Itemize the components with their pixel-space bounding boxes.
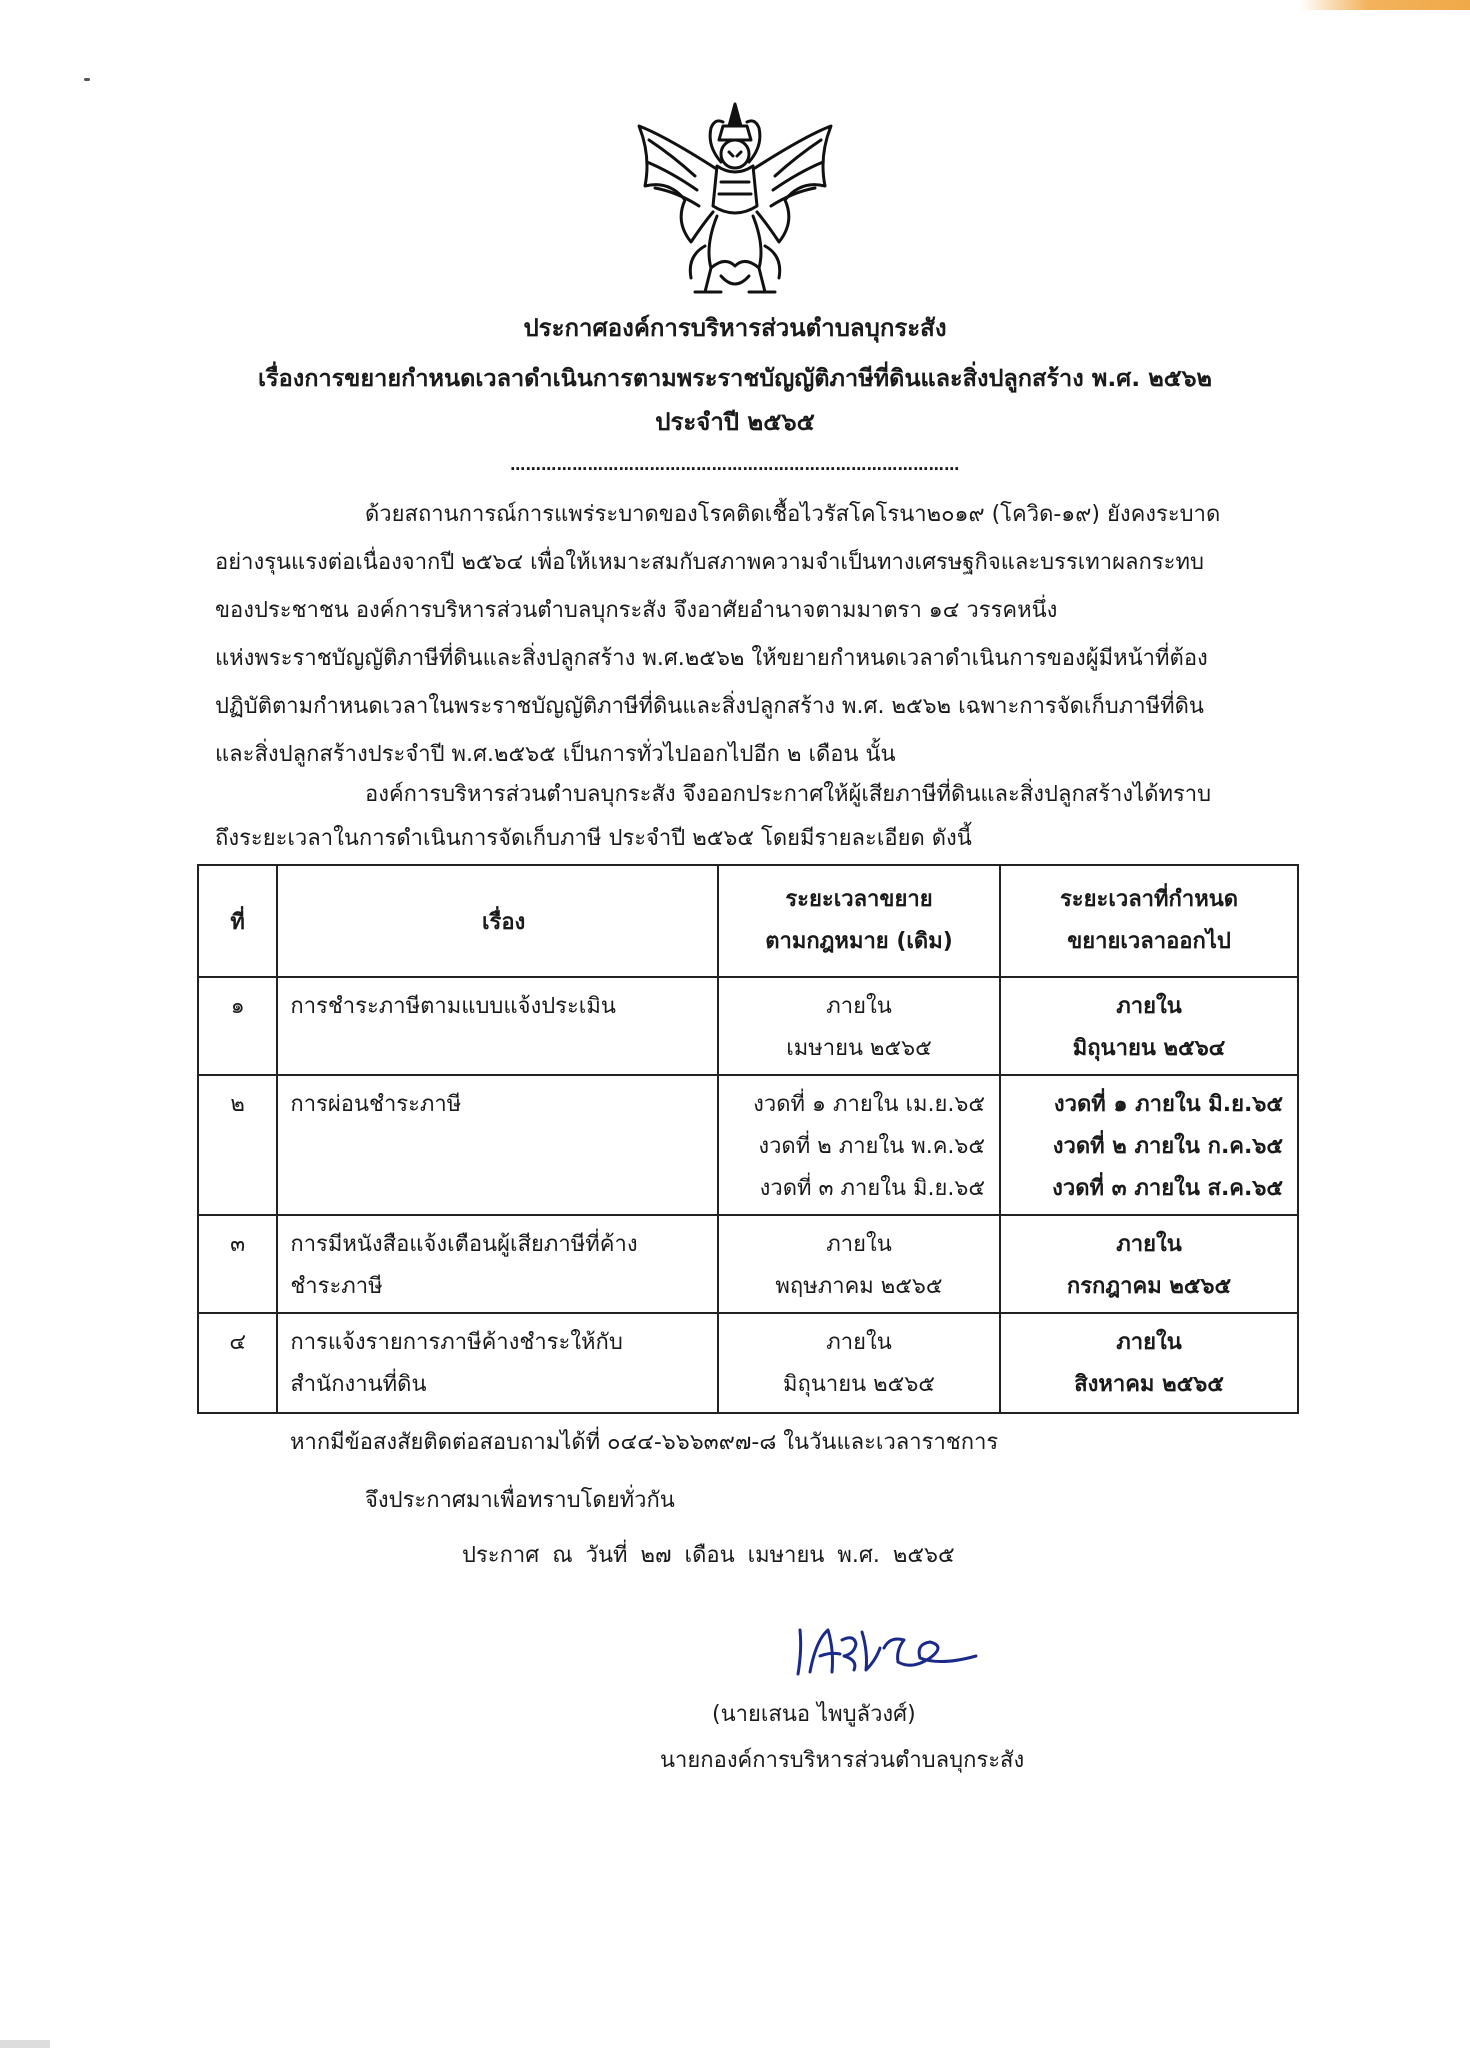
scan-edge-mark <box>0 2040 50 2048</box>
document-title-line-1: ประกาศองค์การบริหารส่วนตำบลบุกระสัง <box>523 314 947 342</box>
scan-edge-strip <box>1300 0 1470 10</box>
table-header-row <box>198 865 1298 977</box>
header-old-period <box>718 865 1000 977</box>
row-new-period: ภายใน สิงหาคม ๒๕๖๕ <box>1000 1313 1298 1413</box>
row-no: ๒ <box>198 1075 277 1215</box>
row-new-period: งวดที่ ๑ ภายใน มิ.ย.๖๕ งวดที่ ๒ ภายใน ก.ค.๖๕ งวดที่ ๓ ภายใน ส.ค.๖๕ <box>1000 1075 1298 1215</box>
body-line: องค์การบริหารส่วนตำบลบุกระสัง จึงออกประกาศให้ผู้เสียภาษีที่ดินและสิ่งปลูกสร้างได้ทราบ <box>365 782 1212 807</box>
header-old-line: ระยะเวลาขยาย <box>785 887 933 912</box>
row-old-period: ภายใน พฤษภาคม ๒๕๖๕ <box>718 1215 1000 1313</box>
row-new-period: ภายใน กรกฎาคม ๒๕๖๕ <box>1000 1215 1298 1313</box>
table-row <box>198 1313 1298 1413</box>
table-row <box>198 1215 1298 1313</box>
header-new-period <box>1000 865 1298 977</box>
body-line: ด้วยสถานการณ์การแพร่ระบาดของโรคติดเชื้อไวรัสโคโรนา๒๐๑๙ (โควิด-๑๙) ยังคงระบาด <box>365 502 1221 527</box>
row-no: ๓ <box>198 1215 277 1313</box>
contact-line: หากมีข้อสงสัยติดต่อสอบถามได้ที่ ๐๔๔-๖๖๖๓๙๗-๘ ในวันและเวลาราชการ <box>290 1430 999 1455</box>
body-line: อย่างรุนแรงต่อเนื่องจากปี ๒๕๖๔ เพื่อให้เหมาะสมกับสภาพความจำเป็นทางเศรษฐกิจและบรรเทาผลกระทบ <box>215 550 1204 575</box>
document-title-line-2: เรื่องการขยายกำหนดเวลาดำเนินการตามพระราชบัญญัติภาษีที่ดินและสิ่งปลูกสร้าง พ.ศ. ๒๕๖๒ <box>258 364 1212 392</box>
title-separator: …………………………………………………………………………… <box>510 456 960 474</box>
row-no: ๑ <box>198 977 277 1075</box>
announce-line: จึงประกาศมาเพื่อทราบโดยทั่วกัน <box>365 1488 675 1513</box>
announcement-date: ประกาศ ณ วันที่ ๒๗ เดือน เมษายน พ.ศ. ๒๕๖๕ <box>462 1543 955 1568</box>
header-old-line: ตามกฎหมาย (เดิม) <box>765 929 953 954</box>
signer-name: (นายเสนอ ไพบูลัวงศ์) <box>712 1702 916 1727</box>
garuda-emblem-icon <box>625 96 845 306</box>
header-no: ที่ <box>198 865 277 977</box>
document-title-line-3: ประจำปี ๒๕๖๕ <box>655 408 815 436</box>
row-topic: การชำระภาษีตามแบบแจ้งประเมิน <box>277 977 718 1075</box>
body-line: ถึงระยะเวลาในการดำเนินการจัดเก็บภาษี ประจำปี ๒๕๖๕ โดยมีรายละเอียด ดังนี้ <box>215 826 972 851</box>
body-line: ของประชาชน องค์การบริหารส่วนตำบลบุกระสัง จึงอาศัยอำนาจตามมาตรา ๑๔ วรรคหนึ่ง <box>215 598 1058 623</box>
row-new-period: ภายใน มิถุนายน ๒๕๖๔ <box>1000 977 1298 1075</box>
signer-position: นายกองค์การบริหารส่วนตำบลบุกระสัง <box>660 1748 1025 1773</box>
row-topic: การแจ้งรายการภาษีค้างชำระให้กับ สำนักงานที่ดิน <box>277 1313 718 1413</box>
row-old-period: ภายใน มิถุนายน ๒๕๖๕ <box>718 1313 1000 1413</box>
row-no: ๔ <box>198 1313 277 1413</box>
row-old-period: งวดที่ ๑ ภายใน เม.ย.๖๕ งวดที่ ๒ ภายใน พ.ค.๖๕ งวดที่ ๓ ภายใน มิ.ย.๖๕ <box>718 1075 1000 1215</box>
body-line: แห่งพระราชบัญญัติภาษีที่ดินและสิ่งปลูกสร้าง พ.ศ.๒๕๖๒ ให้ขยายกำหนดเวลาดำเนินการของผู้มีหน้าที่ต้อง <box>215 646 1208 671</box>
body-line: และสิ่งปลูกสร้างประจำปี พ.ศ.๒๕๖๕ เป็นการทั่วไปออกไปอีก ๒ เดือน นั้น <box>215 742 896 767</box>
row-topic: การผ่อนชำระภาษี <box>277 1075 718 1215</box>
row-topic: การมีหนังสือแจ้งเตือนผู้เสียภาษีที่ค้าง ชำระภาษี <box>277 1215 718 1313</box>
header-new-line: ขยายเวลาออกไป <box>1067 929 1231 954</box>
handwritten-signature-icon <box>780 1600 1000 1696</box>
table-row <box>198 977 1298 1075</box>
schedule-table <box>197 864 1299 1414</box>
row-old-period: ภายใน เมษายน ๒๕๖๕ <box>718 977 1000 1075</box>
table-row <box>198 1075 1298 1215</box>
header-topic: เรื่อง <box>277 865 718 977</box>
header-new-line: ระยะเวลาที่กำหนด <box>1059 887 1239 912</box>
body-line: ปฏิบัติตามกำหนดเวลาในพระราชบัญญัติภาษีที่ดินและสิ่งปลูกสร้าง พ.ศ. ๒๕๖๒ เฉพาะการจัดเก็บภาษีที่ดิน <box>215 694 1204 719</box>
scan-speck <box>84 78 90 81</box>
